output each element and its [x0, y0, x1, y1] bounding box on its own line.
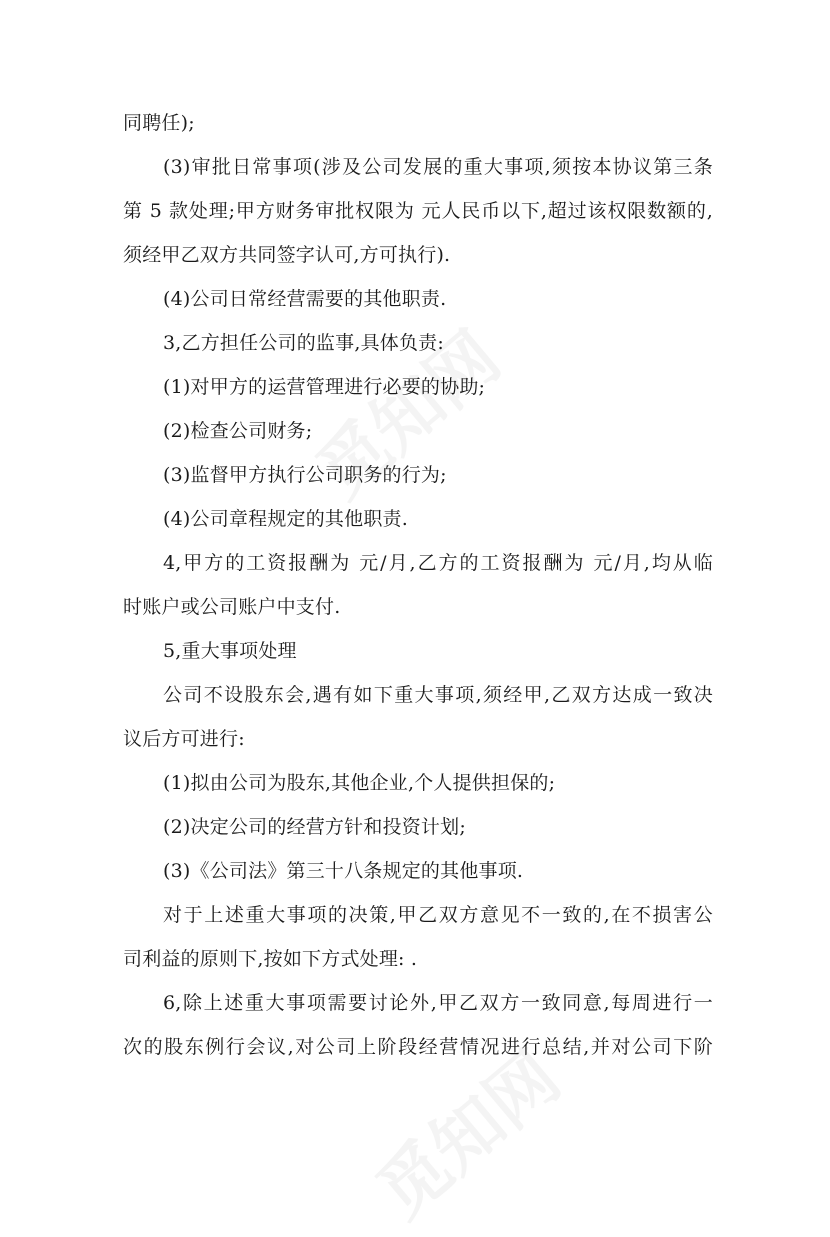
paragraph-line: 同聘任);	[123, 112, 195, 134]
paragraph-line: (3)监督甲方执行公司职务的行为;	[163, 464, 447, 486]
paragraph-line: (3)审批日常事项(涉及公司发展的重大事项,须按本协议第三条	[163, 156, 713, 178]
paragraph-line: (2)决定公司的经营方针和投资计划;	[163, 816, 466, 838]
paragraph-line: 对于上述重大事项的决策,甲乙双方意见不一致的,在不损害公	[163, 904, 713, 926]
paragraph-line: (3)《公司法》第三十八条规定的其他事项.	[163, 860, 524, 882]
paragraph-line: 司利益的原则下,按如下方式处理: .	[123, 948, 418, 970]
paragraph-line: 时账户或公司账户中支付.	[123, 596, 341, 618]
paragraph-line: 议后方可进行:	[123, 728, 245, 750]
paragraph-line: (4)公司日常经营需要的其他职责.	[163, 288, 447, 310]
paragraph-line: 第 5 款处理;甲方财务审批权限为 元人民币以下,超过该权限数额的,	[123, 200, 713, 222]
paragraph-line: (2)检查公司财务;	[163, 420, 313, 442]
paragraph-line: (1)拟由公司为股东,其他企业,个人提供担保的;	[163, 772, 556, 794]
paragraph-line: 4,甲方的工资报酬为 元/月,乙方的工资报酬为 元/月,均从临	[163, 552, 713, 574]
paragraph-line: (1)对甲方的运营管理进行必要的协助;	[163, 376, 486, 398]
paragraph-line: 须经甲乙双方共同签字认可,方可执行).	[123, 244, 451, 266]
paragraph-line: 3,乙方担任公司的监事,具体负责:	[163, 332, 444, 354]
paragraph-line: (4)公司章程规定的其他职责.	[163, 508, 408, 530]
paragraph-line: 次的股东例行会议,对公司上阶段经营情况进行总结,并对公司下阶	[123, 1036, 713, 1058]
paragraph-line: 6,除上述重大事项需要讨论外,甲乙双方一致同意,每周进行一	[163, 992, 713, 1014]
paragraph-line: 公司不设股东会,遇有如下重大事项,须经甲,乙双方达成一致决	[163, 684, 713, 706]
section-heading: 5,重大事项处理	[163, 640, 297, 662]
